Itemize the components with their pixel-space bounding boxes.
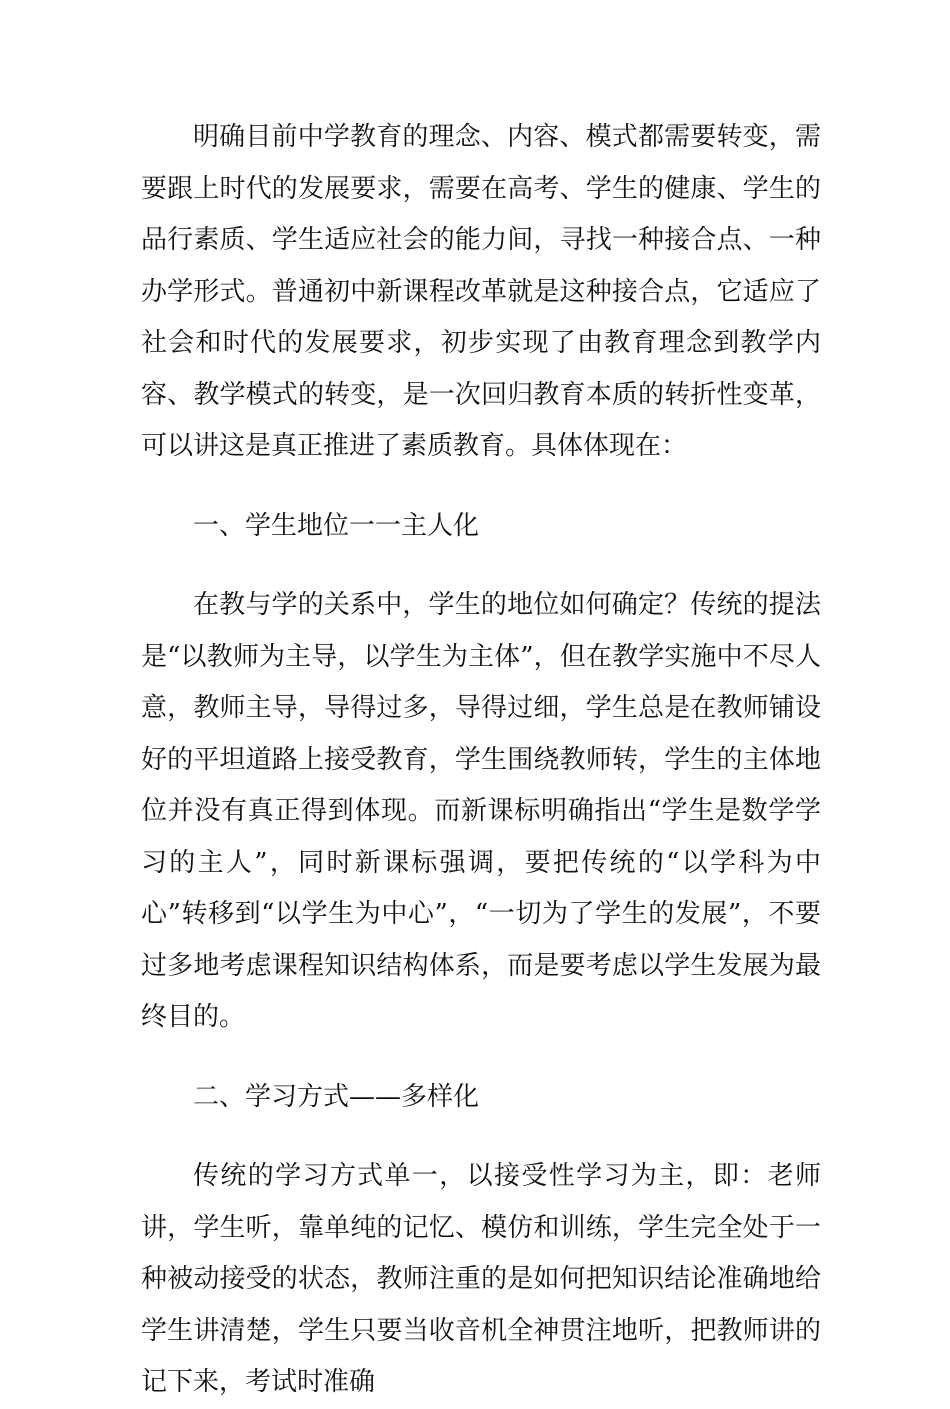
document-body <box>141 112 821 1409</box>
paragraph-intro: 明确目前中学教育的理念、内容、模式都需要转变，需要跟上时代的发展要求，需要在高考、学生的健康、学生的品行素质、学生适应社会的能力间，寻找一种接合点、一种办学形式。普通初中新课程改革就是这种接合点，它适应了社会和时代的发展要求，初步实现了由教育理念到教学内容、教学模式的转变，是一次回归教育本质的转折性变革，可以讲这是真正推进了素质教育。具体体现在： <box>141 122 821 461</box>
paragraph-learning-methods: 传统的学习方式单一，以接受性学习为主，即：老师讲，学生听，靠单纯的记忆、模仿和训练，学生完全处于一种被动接受的状态，教师注重的是如何把知识结论准确地给学生讲清楚，学生只要当收音机全神贯注地听，把教师讲的记下来，考试时准确 <box>141 1161 821 1397</box>
paragraph-student-status: 在教与学的关系中，学生的地位如何确定？传统的提法是“以教师为主导，以学生为主体”，但在教学实施中不尽人意，教师主导，导得过多，导得过细，学生总是在教师铺设好的平坦道路上接受教育，学生围绕教师转，学生的主体地位并没有真正得到体现。而新课标明确指出“学生是数学学习的主人”，同时新课标强调，要把传统的“以学科为中心”转移到“以学生为中心”，“一切为了学生的发展”，不要过多地考虑课程知识结构体系，而是要考虑以学生发展为最终目的。 <box>141 590 821 1032</box>
section-heading-1: 一、学生地位一一主人化 <box>193 510 480 541</box>
section-heading-2: 二、学习方式——多样化 <box>193 1081 480 1112</box>
